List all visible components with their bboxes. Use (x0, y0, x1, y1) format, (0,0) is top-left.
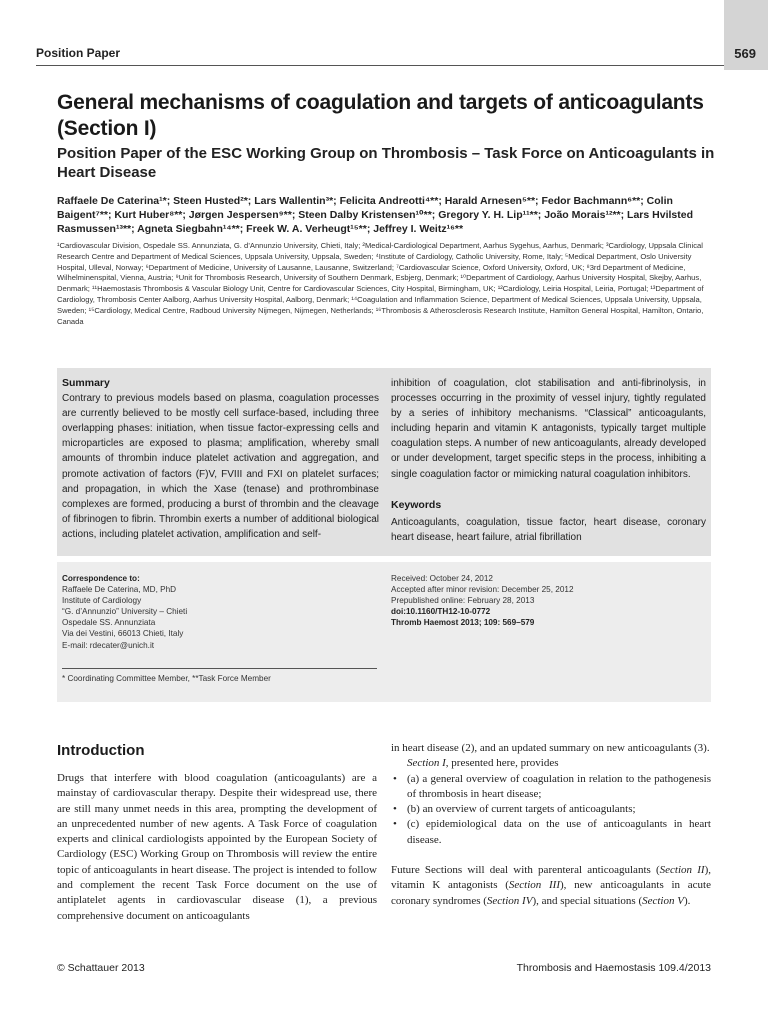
header-rule (36, 65, 724, 66)
doi-link[interactable]: doi:10.1160/TH12-10-0772 (391, 607, 491, 617)
member-footnote: * Coordinating Committee Member, **Task Force Member (62, 674, 271, 683)
correspondence-line: “G. d’Annunzio” University – Chieti (62, 607, 188, 617)
page-number-box (724, 0, 768, 70)
keywords-text: Anticoagulants, coagulation, tissue factor, heart disease, coronary heart disease, heart failure, atrial fibrillation (391, 517, 706, 544)
correspondence-line: Raffaele De Caterina, MD, PhD (62, 585, 177, 595)
publisher-copyright: © Schattauer 2013 (57, 962, 145, 974)
accepted-date: Accepted after minor revision: December 25, 2012 (391, 585, 574, 595)
bullet-icon: • (393, 818, 397, 831)
author-list: Raffaele De Caterina¹*; Steen Husted²*; Lars Wallentin³*; Felicita Andreotti⁴**; Harald Arnesen⁵**; Fedor Bachmann⁶**; Colin Baigent⁷**; Kurt Huber⁸**; Jørgen Jespersen⁹**; Steen Dalby Kristensen¹⁰**; Gregory Y. H. Lip¹¹**; João Morais¹²**; Lars Hvilsted Rasmussen¹³**; Agneta Siegbahn¹⁴**; Freek W. A. Verheugt¹⁵**; Jeffrey I. Weitz¹⁶** (57, 195, 693, 235)
publication-dates (391, 573, 701, 628)
section-i-intro: Section I, presented here, provides (407, 757, 559, 770)
intro-paragraph-left: Drugs that interfere with blood coagulation (anticoagulants) are a mainstay of cardiovascular therapy. Despite their widespread use, there are still many unmet needs in this area, prompting the development of an unprecedented number of new agents. A Task Force of coagulation experts and clinical cardiologists appointed by the European Society of Cardiology (ESC) Working Group on Thrombosis will review the entire topic of anticoagulants in heart disease. The project is intended to follow and complement the recent Task Force document on the use of antiplatelet agents in cardiovascular disease (1), a previous comprehensive document on anticoagulants (57, 772, 377, 922)
introduction-heading: Introduction (57, 742, 145, 759)
journal-issue: Thrombosis and Haemostasis 109.4/2013 (516, 962, 711, 974)
article-title: General mechanisms of coagulation and targets of anticoagulants (Section I) (57, 91, 704, 140)
keywords-heading: Keywords (391, 499, 442, 511)
correspondence-line: Ospedale SS. Annunziata (62, 618, 156, 628)
bullet-icon: • (393, 803, 397, 816)
list-item: • (a) a general overview of coagulation in relation to the pathogenesis of thrombosis in heart disease; (393, 772, 711, 800)
summary-left-column (62, 376, 379, 542)
correspondence-email[interactable]: E-mail: rdecater@unich.it (62, 640, 155, 650)
list-item: • (b) an overview of current targets of anticoagulants; (391, 802, 711, 817)
correspondence-line: Via dei Vestini, 66013 Chieti, Italy (62, 629, 184, 639)
affiliations: ¹Cardiovascular Division, Ospedale SS. Annunziata, G. d’Annunzio University, Chieti, Italy; ²Medical-Cardiological Department, Aarhus Sygehus, Aarhus, Denmark; ³Cardiology, Uppsala Clinical Research Centre and Department of Medical Sciences, Uppsala University, Uppsala, Sweden; ⁴Institute of Cardiology, Catholic University, Rome, Italy; ⁵Medical Department, Oslo University Hospital, Ulleval, Norway; ⁶Department of Medicine, University of Lausanne, Lausanne, Switzerland; ⁷Cardiovascular Science, Oxford University, Oxford, UK; ⁸3rd Department of Medicine, Wilhelminenspital, Vienna, Austria; ⁹Unit for Thrombosis Research, University of Southern Denmark, Esbjerg, Denmark; ¹⁰Department of Cardiology, Aarhus University Hospital, Skejby, Aarhus, Denmark; ¹¹Haemostasis Thrombosis & Vascular Biology Unit, Centre for Cardiovascular Sciences, City Hospital, Birmingham, UK; ¹²Cardiology, Leiria Hospital, Leiria, Portugal; ¹³Department of Cardiology, Thrombosis Center Aalborg, Aarhus University Hospital, Aalborg, Denmark; ¹⁴Coagulation and Inflammation Science, Department of Medical Sciences, Uppsala University, Uppsala, Sweden; ¹⁵Cardiology, Medical Centre, Radboud University Nijmegen, Nijmegen, Netherlands; ¹⁶Thrombosis & Atherosclerosis Research Institute, Hamilton General Hospital, Hamilton, Ontario, Canada (57, 241, 704, 326)
future-sections-paragraph: Future Sections will deal with parenteral anticoagulants (Section II), vitamin K antagonists (Section III), new anticoagulants in acute coronary syndromes (Section IV), and special situations (Section V). (391, 864, 711, 907)
received-date: Received: October 24, 2012 (391, 574, 493, 583)
prepublished-date: Prepublished online: February 28, 2013 (391, 596, 535, 606)
correspondence-rule (62, 668, 377, 669)
section-i-label: Section I (407, 757, 446, 770)
running-header-section: Position Paper (36, 46, 121, 60)
intro-paragraph-continued: in heart disease (2), and an updated summary on new anticoagulants (3). (391, 742, 710, 754)
article-subtitle: Position Paper of the ESC Working Group on Thrombosis – Task Force on Anticoagulants in Heart Disease (57, 145, 715, 181)
summary-heading: Summary (62, 377, 110, 389)
section-i-bullet-list (391, 772, 711, 848)
list-item: • (c) epidemiological data on the use of anticoagulants in heart disease. (393, 818, 711, 846)
correspondence-block (62, 573, 372, 651)
page-number: 569 (734, 46, 756, 61)
summary-text-left: Contrary to previous models based on plasma, coagulation processes are currently believed to be mostly cell surface-based, including three overlapping phases: initiation, when tissue factor-expressing cells and microparticles are exposed to plasma; amplification, whereby small amounts of thrombin induce platelet activation and aggregation, and promote activation of factors (F)V, FVIII and FXI on platelet surfaces; and propagation, in which the Xase (tenase) and prothrombinase complexes are formed, producing a burst of thrombin and the cleavage of fibrinogen to fibrin. Thrombin exerts a number of additional biological actions, including platelet activation, amplification and self- (62, 393, 379, 540)
summary-text-right: inhibition of coagulation, clot stabilisation and anti-fibrinolysis, in processes occurring in the proximity of vessel injury, tightly regulated by a series of inhibitory mechanisms. “Classical” anticoagulants, including heparin and vitamin K antagonists, typically target multiple coagulation steps. A number of new anticoagulants, already developed or under development, target specific steps in the process, inhibiting a single coagulation factor or mimicking natural coagulation inhibitors. (391, 378, 706, 480)
citation: Thromb Haemost 2013; 109: 569–579 (391, 618, 535, 628)
bullet-icon: • (393, 772, 397, 785)
correspondence-line: Institute of Cardiology (62, 596, 142, 606)
intro-right-column (391, 741, 711, 909)
correspondence-heading: Correspondence to: (62, 574, 140, 583)
